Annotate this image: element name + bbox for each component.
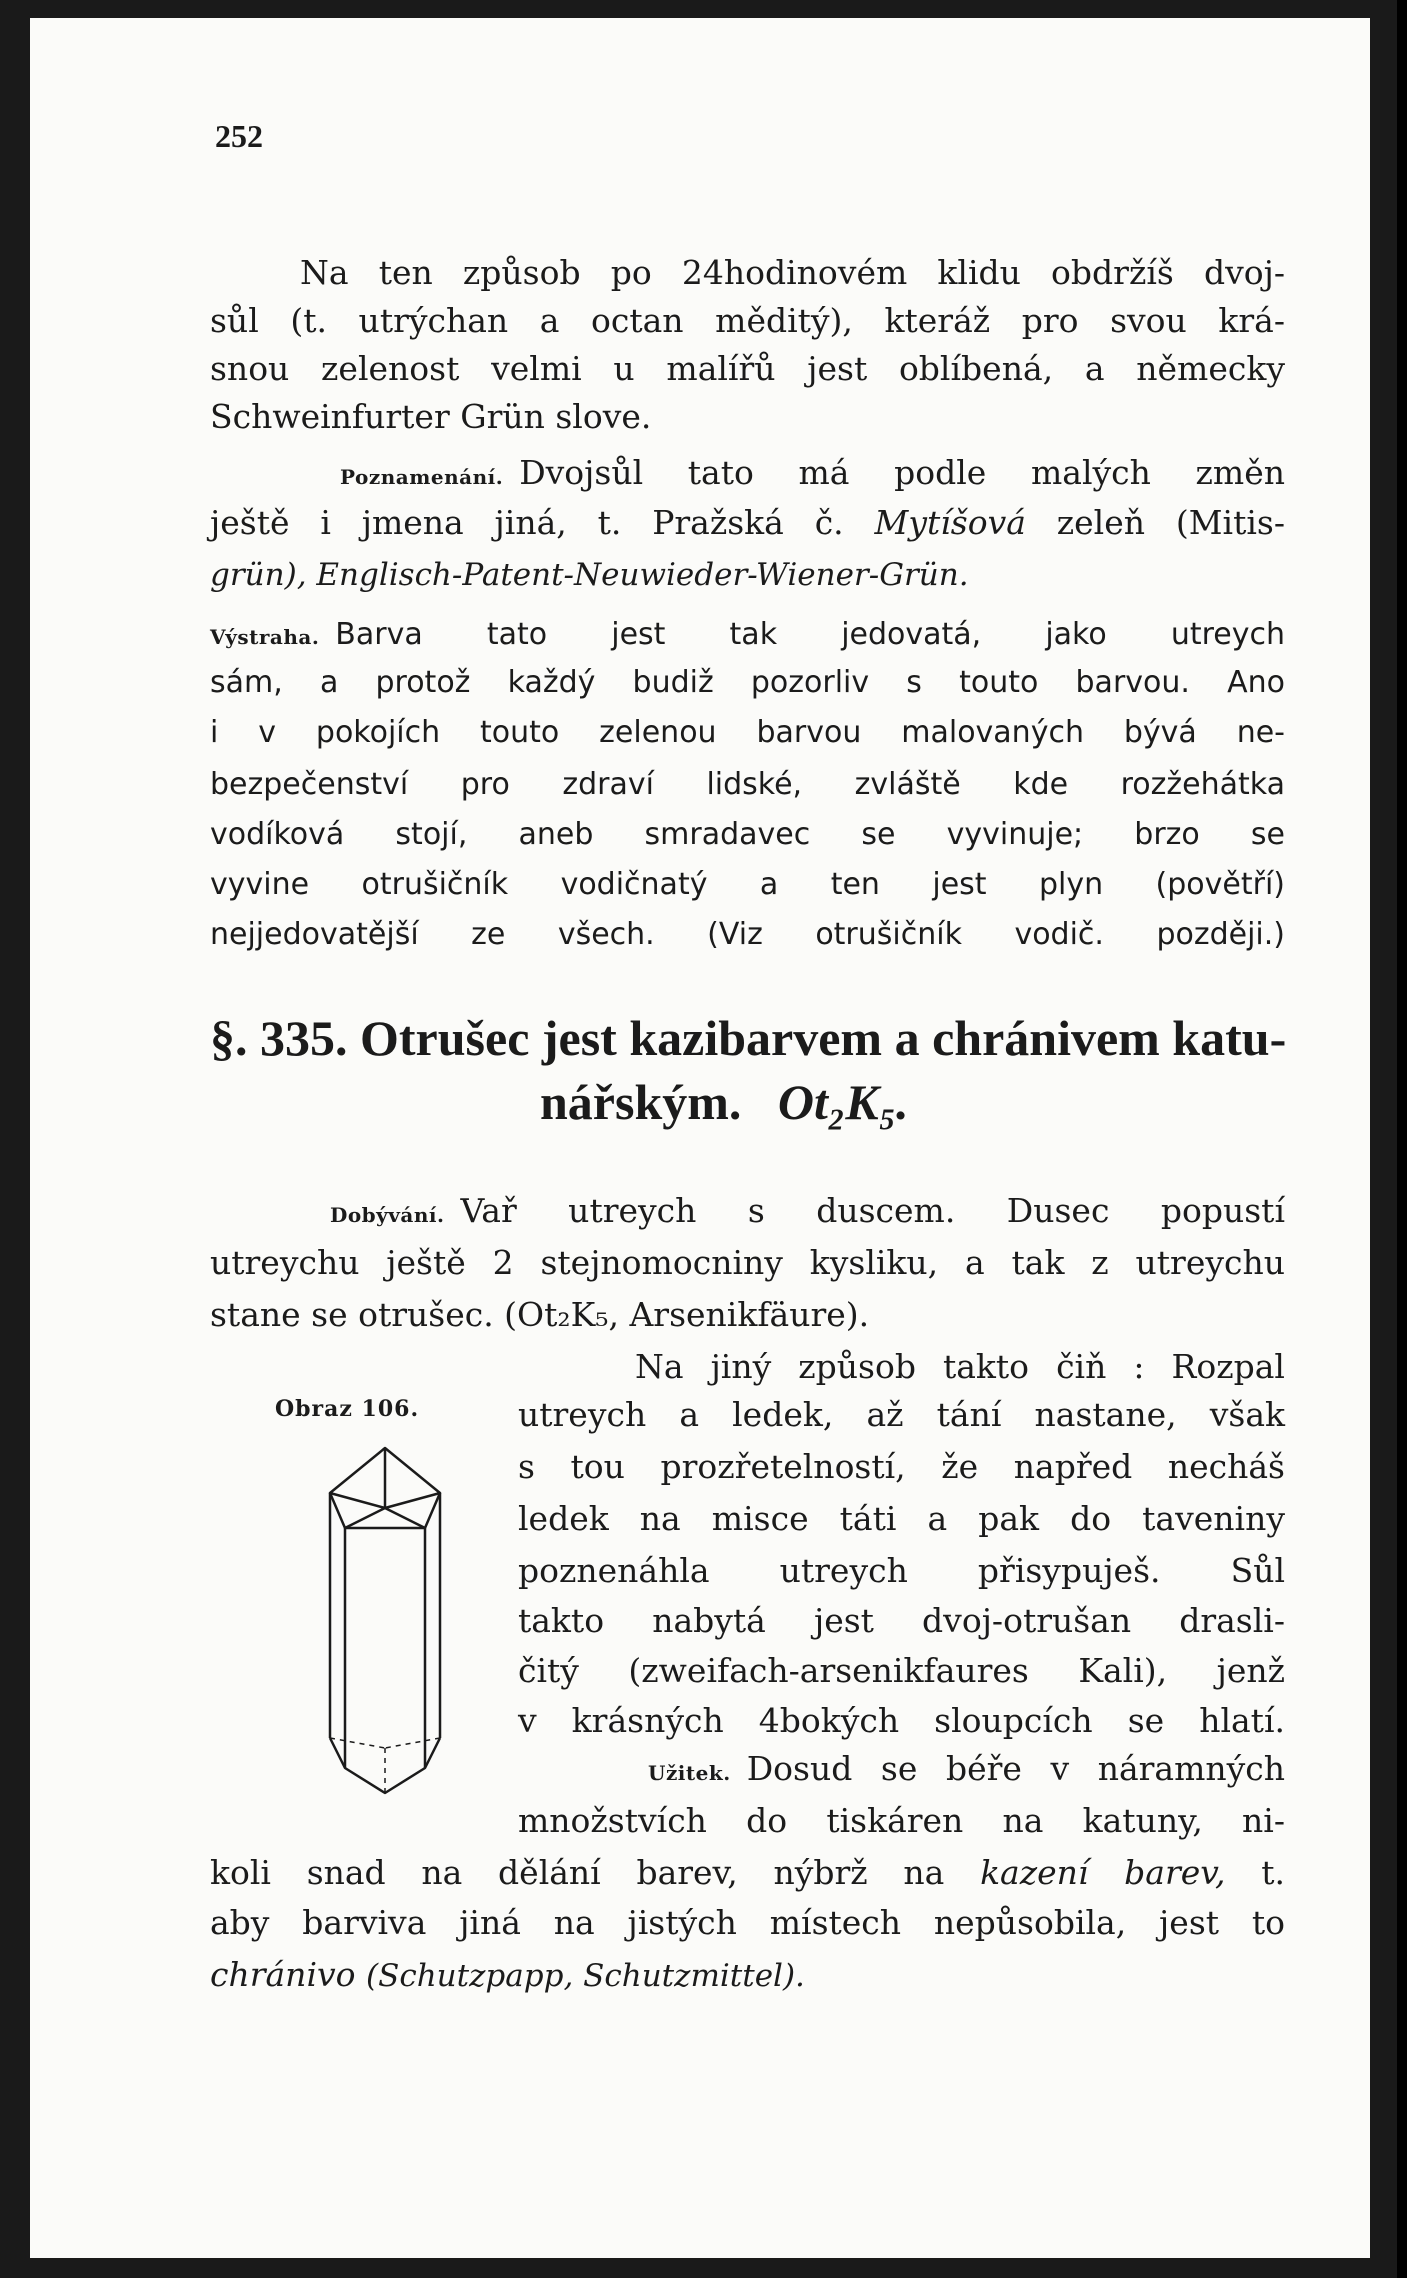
use-text: Dosud se béře v náramných [746,1749,1285,1788]
text-line: v krásných 4bokých sloupcích se hlatí. [518,1701,1285,1740]
text-line: snou zelenost velmi u malířů jest oblíbená, a německy [210,349,1285,388]
text-line: bezpečenství pro zdraví lidské, zvláště kde rozžehátka [210,767,1285,802]
text-line: sám, a protož každý budiž pozorliv s touto barvou. Ano [210,665,1285,700]
text-line: množstvích do tiskáren na katuny, ni- [518,1801,1285,1840]
text-line: vodíková stojí, aneb smradavec se vyvinuje; brzo se [210,817,1285,852]
warning-label: Výstraha. [210,625,320,649]
note-text: Dvojsůl tato má podle malých změn [519,453,1285,492]
section-title: nářským. [540,1074,742,1130]
text-line: s tou prozřetelností, že napřed necháš [518,1447,1285,1486]
text-line: utreych a ledek, až tání nastane, však [518,1395,1285,1434]
text-line: vyvine otrušičník vodičnatý a ten jest plyn (povětří) [210,867,1285,902]
text-line [210,610,1285,660]
text-line: takto nabytá jest dvoj-otrušan drasli- [518,1601,1285,1640]
text-line [210,1850,1285,1896]
preparation-text: Vař utreych s duscem. Dusec popustí [460,1191,1285,1230]
text-line: nejjedovatější ze všech. (Viz otrušičník vodič. později.) [210,917,1285,952]
note-text: zeleň (Mitis- [1056,503,1285,542]
use-text: (Schutzpapp, Schutzmittel). [366,1958,805,1994]
use-text: koli snad na dělání barev, nýbrž na [210,1853,945,1892]
crystal-figure [310,1438,460,1808]
text-line: ledek na misce táti a pak do taveniny [518,1499,1285,1538]
text-line: utreychu ještě 2 stejnomocniny kysliku, a tak z utreychu [210,1243,1285,1282]
page-number: 252 [215,118,263,154]
section-title: Otrušec jest kazibarvem a chránivem katu- [360,1010,1287,1066]
text-line: Na ten způsob po 24hodinovém klidu obdržíš dvoj- [300,253,1285,292]
text-line: stane se otrušec. (Ot₂K₅, Arsenikfäure). [210,1295,870,1334]
note-italic: Mytíšová [874,503,1026,542]
text-line [330,1188,1285,1238]
text-line [648,1746,1285,1796]
use-italic: chránivo [210,1955,356,1994]
note-label: Poznamenání. [340,465,504,489]
text-line [210,500,1285,546]
section-title-line [540,1072,909,1132]
warning-text: Barva tato jest tak jedovatá, jako utreych [335,617,1285,652]
text-line: Na jiný způsob takto čiň : Rozpal [635,1347,1285,1386]
use-italic: kazení barev, [980,1853,1226,1892]
preparation-label: Dobývání. [330,1203,445,1227]
note-text: ještě i jmena jiná, t. Pražská č. [210,503,844,542]
text-line: poznenáhla utreych přisypuješ. Sůl [518,1551,1285,1590]
section-formula: Ot₂K₅. [777,1074,909,1130]
text-line: Schweinfurter Grün slove. [210,397,652,436]
text-line [340,450,1285,500]
text-line: aby barviva jiná na jistých místech nepůsobila, jest to [210,1903,1285,1942]
section-number: §. 335. [210,1010,348,1066]
text-line: čitý (zweifach-arsenikfaures Kali), jenž [518,1651,1285,1690]
scan-edge [1397,0,1407,2278]
book-page [30,18,1370,2258]
text-line [210,1952,805,1999]
use-text: t. [1261,1853,1285,1892]
figure-caption: Obraz 106. [275,1396,420,1422]
text-line: sůl (t. utrýchan a octan měditý), kteráž pro svou krá- [210,301,1285,340]
use-label: Užitek. [648,1761,731,1785]
text-line: grün), Englisch-Patent-Neuwieder-Wiener-Grün. [210,557,969,593]
section-title-line [210,1008,1285,1068]
text-line: i v pokojích touto zelenou barvou malovaných bývá ne- [210,715,1285,750]
